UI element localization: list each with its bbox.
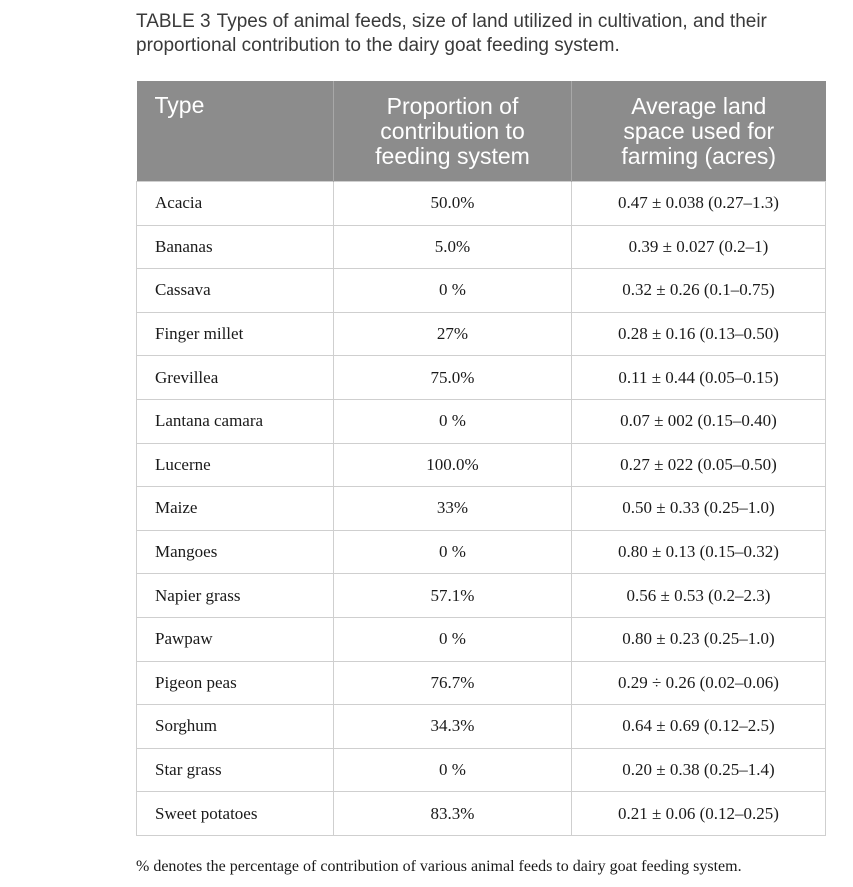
cell-proportion: 76.7% xyxy=(334,661,572,705)
table-row xyxy=(137,792,826,836)
table-row xyxy=(137,443,826,487)
table-row xyxy=(137,530,826,574)
cell-land-space: 0.29 ÷ 0.26 (0.02–0.06) xyxy=(572,661,826,705)
table-row xyxy=(137,225,826,269)
cell-land-space: 0.21 ± 0.06 (0.12–0.25) xyxy=(572,792,826,836)
cell-land-space: 0.56 ± 0.53 (0.2–2.3) xyxy=(572,574,826,618)
cell-land-space: 0.32 ± 0.26 (0.1–0.75) xyxy=(572,269,826,313)
table-row xyxy=(137,748,826,792)
cell-proportion: 0 % xyxy=(334,530,572,574)
header-land-space: Average land space used for farming (acres) xyxy=(572,81,826,182)
cell-type: Pigeon peas xyxy=(137,661,334,705)
cell-proportion: 0 % xyxy=(334,748,572,792)
cell-type: Star grass xyxy=(137,748,334,792)
cell-proportion: 0 % xyxy=(334,617,572,661)
cell-type: Finger millet xyxy=(137,312,334,356)
table-row xyxy=(137,487,826,531)
cell-type: Sweet potatoes xyxy=(137,792,334,836)
cell-proportion: 0 % xyxy=(334,269,572,313)
cell-land-space: 0.80 ± 0.13 (0.15–0.32) xyxy=(572,530,826,574)
cell-land-space: 0.11 ± 0.44 (0.05–0.15) xyxy=(572,356,826,400)
cell-land-space: 0.47 ± 0.038 (0.27–1.3) xyxy=(572,182,826,226)
cell-land-space: 0.50 ± 0.33 (0.25–1.0) xyxy=(572,487,826,531)
table-row xyxy=(137,399,826,443)
cell-land-space: 0.39 ± 0.027 (0.2–1) xyxy=(572,225,826,269)
cell-proportion: 0 % xyxy=(334,399,572,443)
cell-type: Maize xyxy=(137,487,334,531)
table-row xyxy=(137,356,826,400)
cell-land-space: 0.64 ± 0.69 (0.12–2.5) xyxy=(572,705,826,749)
table-number: TABLE 3 xyxy=(136,11,211,32)
cell-proportion: 33% xyxy=(334,487,572,531)
table-row xyxy=(137,574,826,618)
cell-type: Pawpaw xyxy=(137,617,334,661)
feed-table xyxy=(136,81,826,836)
header-type: Type xyxy=(137,81,334,182)
cell-land-space: 0.80 ± 0.23 (0.25–1.0) xyxy=(572,617,826,661)
cell-type: Napier grass xyxy=(137,574,334,618)
cell-proportion: 50.0% xyxy=(334,182,572,226)
cell-type: Bananas xyxy=(137,225,334,269)
cell-type: Acacia xyxy=(137,182,334,226)
cell-land-space: 0.28 ± 0.16 (0.13–0.50) xyxy=(572,312,826,356)
cell-land-space: 0.20 ± 0.38 (0.25–1.4) xyxy=(572,748,826,792)
table-row xyxy=(137,269,826,313)
cell-proportion: 100.0% xyxy=(334,443,572,487)
cell-proportion: 83.3% xyxy=(334,792,572,836)
cell-type: Mangoes xyxy=(137,530,334,574)
cell-type: Cassava xyxy=(137,269,334,313)
table-row xyxy=(137,705,826,749)
cell-proportion: 5.0% xyxy=(334,225,572,269)
table-body xyxy=(137,182,826,836)
cell-proportion: 57.1% xyxy=(334,574,572,618)
cell-proportion: 27% xyxy=(334,312,572,356)
header-proportion: Proportion of contribution to feeding system xyxy=(334,81,572,182)
table-title: Types of animal feeds, size of land utilized in cultivation, and their proportional contribution to the dairy goat feeding system. xyxy=(136,11,767,56)
cell-proportion: 75.0% xyxy=(334,356,572,400)
cell-land-space: 0.27 ± 022 (0.05–0.50) xyxy=(572,443,826,487)
table-header xyxy=(137,81,826,182)
table-caption xyxy=(136,10,836,58)
header-row xyxy=(137,81,826,182)
cell-land-space: 0.07 ± 002 (0.15–0.40) xyxy=(572,399,826,443)
cell-type: Lucerne xyxy=(137,443,334,487)
cell-type: Grevillea xyxy=(137,356,334,400)
table-row xyxy=(137,617,826,661)
table-row xyxy=(137,182,826,226)
table-row xyxy=(137,661,826,705)
table-footnote: % denotes the percentage of contribution of various animal feeds to dairy goat feeding system. xyxy=(136,858,742,875)
table-row xyxy=(137,312,826,356)
cell-type: Sorghum xyxy=(137,705,334,749)
cell-proportion: 34.3% xyxy=(334,705,572,749)
cell-type: Lantana camara xyxy=(137,399,334,443)
